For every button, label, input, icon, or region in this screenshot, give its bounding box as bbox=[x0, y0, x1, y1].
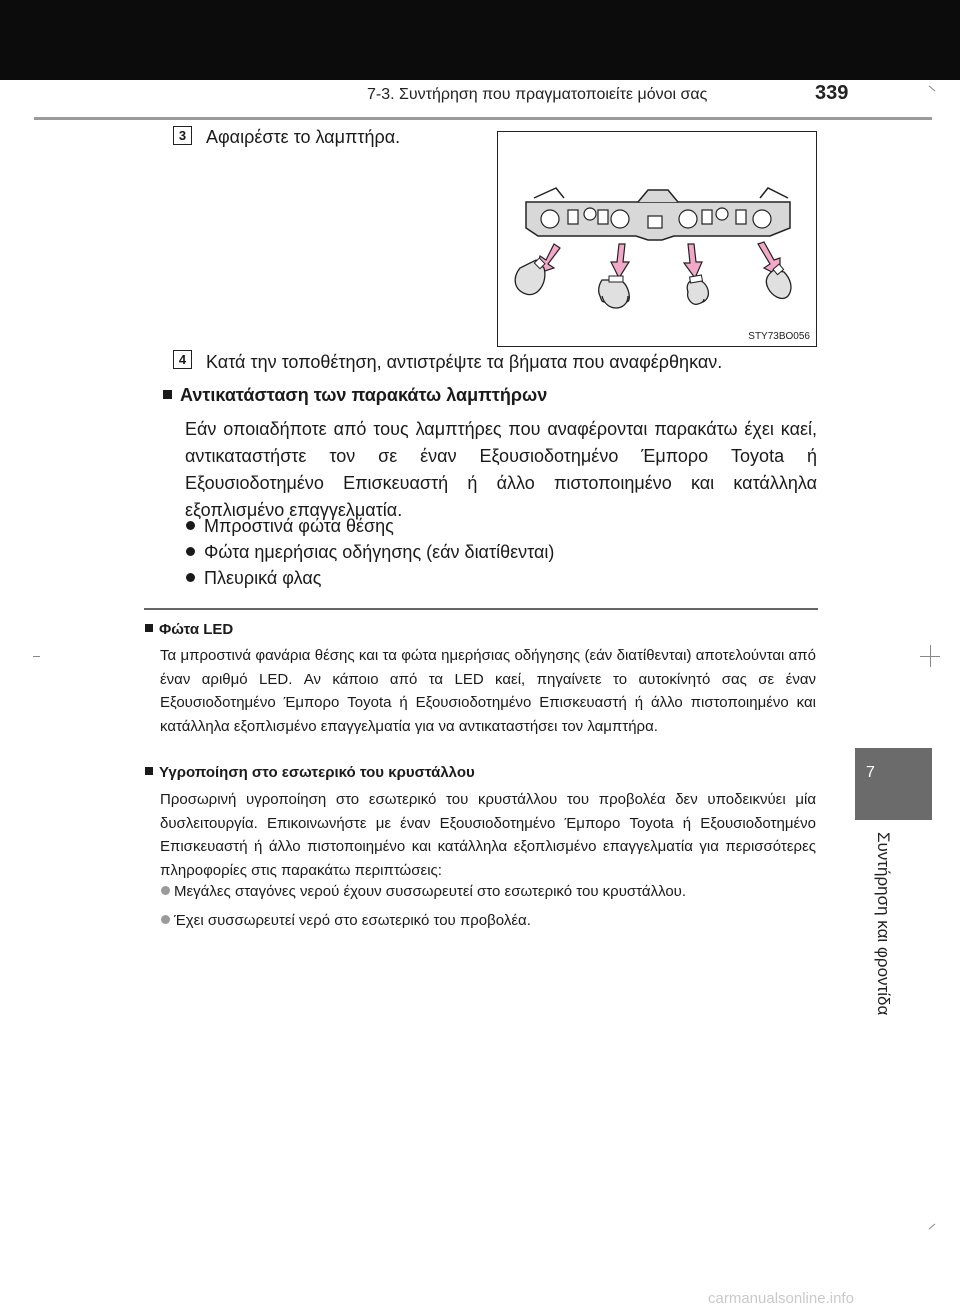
note-condensation-paragraph: Προσωρινή υγροποίηση στο εσωτερικό του κρυστάλλου του προβολέα δεν υποδεικνύει μία δυσλειτουργία. Επικοινωνήστε με έναν Εξουσιοδοτημένο Έμπορο Toyota ή Εξουσιοδοτημένο Επισκευαστή ή άλλο πιστοποιημένο και κατάλληλα εξοπλισμένο επαγγελματία για περισσότερες πληροφορίες στις παρακάτω περιπτώσεις: bbox=[160, 791, 816, 879]
note-led-title: Φώτα LED bbox=[145, 621, 233, 638]
watermark: carmanualsonline.info bbox=[708, 1290, 854, 1307]
note-condensation-title: Υγροποίηση στο εσωτερικό του κρυστάλλου bbox=[145, 764, 475, 781]
crop-mark bbox=[929, 1224, 936, 1230]
bullet-dot-icon bbox=[186, 573, 195, 582]
crop-mark bbox=[920, 656, 940, 657]
list-item: Φώτα ημερήσιας οδήγησης (εάν διατίθενται) bbox=[186, 542, 554, 563]
crop-mark bbox=[929, 86, 936, 92]
bullet-dot-icon bbox=[186, 547, 195, 556]
step-3-text: Αφαιρέστε το λαμπτήρα. bbox=[206, 127, 401, 147]
step-4-badge: 4 bbox=[173, 350, 192, 369]
list-item: Μεγάλες σταγόνες νερού έχουν συσσωρευτεί στο εσωτερικό του κρυστάλλου. bbox=[161, 883, 686, 900]
bullet-dot-icon bbox=[186, 521, 195, 530]
bullet-dot-icon bbox=[161, 915, 170, 924]
step-4-text: Κατά την τοποθέτηση, αντιστρέψτε τα βήματα που αναφέρθηκαν. bbox=[206, 352, 723, 372]
notes-divider bbox=[144, 608, 818, 610]
square-bullet-icon bbox=[145, 624, 153, 632]
top-black-bar bbox=[0, 0, 960, 80]
list-item: Πλευρικά φλας bbox=[186, 568, 321, 589]
note-led-paragraph: Τα μπροστινά φανάρια θέσης και τα φώτα ημερήσιας οδήγησης (εάν διατίθενται) αποτελούνται από έναν αριθμό LED. Αν κάποιο από τα LED καεί, πηγαίνετε το αυτοκίνητό σας σε έναν Εξουσιοδοτημένο Έμπορο Toyota ή Εξουσιοδοτημένο Επισκευαστή ή άλλο πιστοποιημένο και κατάλληλα εξοπλισμένο επαγγελματία για να αντικαταστήσει τον λαμπτήρα. bbox=[160, 647, 816, 735]
header-section-title: 7-3. Συντήρηση που πραγματοποιείτε μόνοι σας bbox=[367, 86, 708, 103]
square-bullet-icon bbox=[145, 767, 153, 775]
chapter-title: Συντήρηση και φροντίδα bbox=[874, 832, 893, 1016]
replacement-paragraph: Εάν οποιαδήποτε από τους λαμπτήρες που αναφέρονται παρακάτω έχει καεί, αντικαταστήστε τον σε έναν Εξουσιοδοτημένο Έμπορο Toyota ή Εξουσιοδοτημένο Επισκευαστή ή άλλο πιστοποιημένο και κατάλληλα εξοπλισμένο επαγγελματία. bbox=[185, 419, 817, 520]
step-3-badge: 3 bbox=[173, 126, 192, 145]
replacement-section-title bbox=[163, 385, 547, 406]
chapter-number: 7 bbox=[866, 764, 875, 781]
list-item: Έχει συσσωρευτεί νερό στο εσωτερικό του προβολέα. bbox=[161, 912, 531, 929]
bulb-removal-figure bbox=[497, 131, 817, 347]
bulb-removal-illustration bbox=[498, 132, 815, 345]
page-number: 339 bbox=[815, 82, 849, 104]
list-item: Μπροστινά φώτα θέσης bbox=[186, 516, 394, 537]
square-bullet-icon bbox=[163, 390, 172, 399]
replacement-title-text: Αντικατάσταση των παρακάτω λαμπτήρων bbox=[180, 385, 548, 405]
chapter-tab bbox=[855, 748, 932, 820]
header-rule bbox=[34, 117, 932, 120]
bullet-dot-icon bbox=[161, 886, 170, 895]
figure-code: STY73BO056 bbox=[748, 331, 810, 342]
crop-mark bbox=[33, 656, 40, 657]
